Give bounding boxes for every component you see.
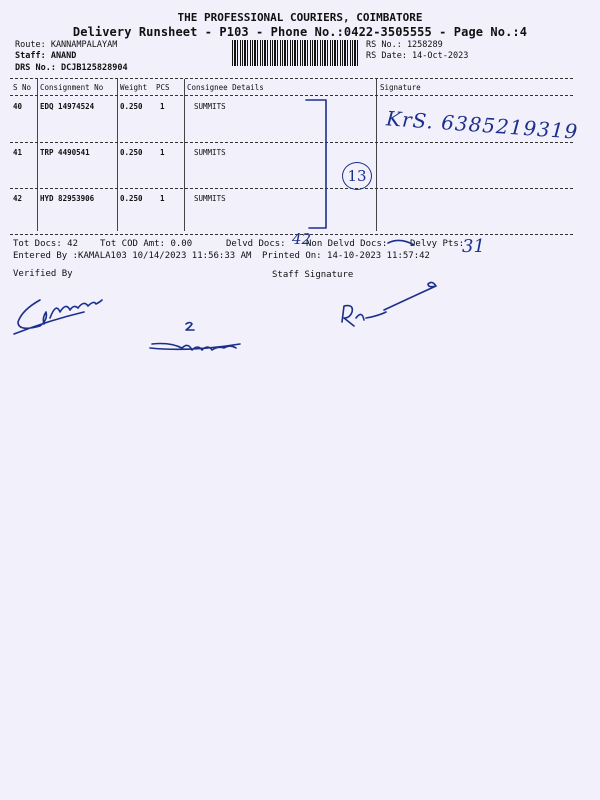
verified-by-label: Verified By <box>13 269 73 279</box>
row-sno: 41 <box>13 148 23 157</box>
company-name: THE PROFESSIONAL COURIERS, COIMBATORE <box>177 11 423 24</box>
row-consignee: SUMMITS <box>194 194 226 203</box>
delivery-points: Delvy Pts: <box>410 239 465 249</box>
header-pcs: PCS <box>156 83 170 92</box>
header-signature: Signature <box>380 83 421 92</box>
row-consignment: TRP 4490541 <box>40 148 90 157</box>
total-docs: Tot Docs: 42 <box>13 239 79 249</box>
row-sno: 40 <box>13 102 23 111</box>
header-sno: S No <box>13 83 32 92</box>
delivered-docs: Delvd Docs: <box>226 239 286 249</box>
drs-number: DRS No.: DCJB125828904 <box>15 63 128 73</box>
row-consignee: SUMMITS <box>194 102 226 111</box>
header-consignment: Consignment No <box>40 83 104 92</box>
entered-by: Entered By :KAMALA103 10/14/2023 11:56:33 AM <box>13 251 252 261</box>
staff-signature <box>342 282 436 326</box>
row-sno: 42 <box>13 194 23 203</box>
row-consignment: HYD 82953906 <box>40 194 95 203</box>
row-weight: 0.250 <box>120 194 143 203</box>
row-weight: 0.250 <box>120 148 143 157</box>
rs-date: RS Date: 14-Oct-2023 <box>366 51 469 61</box>
total-cod-amount: Tot COD Amt: 0.00 <box>100 239 193 249</box>
handwritten-delvd-count: 42 <box>292 230 312 248</box>
printed-on: Printed On: 14-10-2023 11:57:42 <box>262 251 430 261</box>
second-signature <box>150 323 240 351</box>
circled-count: 13 <box>342 162 372 190</box>
row-pcs: 1 <box>160 148 165 157</box>
route: Route: KANNAMPALAYAM <box>15 40 118 50</box>
handwritten-delvy-pts: 31 <box>462 236 485 257</box>
header-weight: Weight <box>120 83 148 92</box>
row-consignee: SUMMITS <box>194 148 226 157</box>
non-delvd-dash <box>388 240 414 245</box>
bracket-mark <box>306 100 326 228</box>
runsheet-title: Delivery Runsheet - P103 - Phone No.:0422-3505555 - Page No.:4 <box>72 25 528 39</box>
row-pcs: 1 <box>160 194 165 203</box>
handwritten-marks <box>0 0 600 360</box>
row-pcs: 1 <box>160 102 165 111</box>
staff-signature-label: Staff Signature <box>272 270 354 280</box>
handwritten-phone-note: KrS. 6385219319 <box>385 106 580 144</box>
non-delivered-docs: Non Delvd Docs: <box>306 239 388 249</box>
staff: Staff: ANAND <box>15 51 77 61</box>
row-weight: 0.250 <box>120 102 143 111</box>
header-consignee: Consignee Details <box>187 83 264 92</box>
rs-number: RS No.: 1258289 <box>366 40 443 50</box>
row-consignment: EDQ 14974524 <box>40 102 95 111</box>
verified-signature <box>14 300 102 334</box>
